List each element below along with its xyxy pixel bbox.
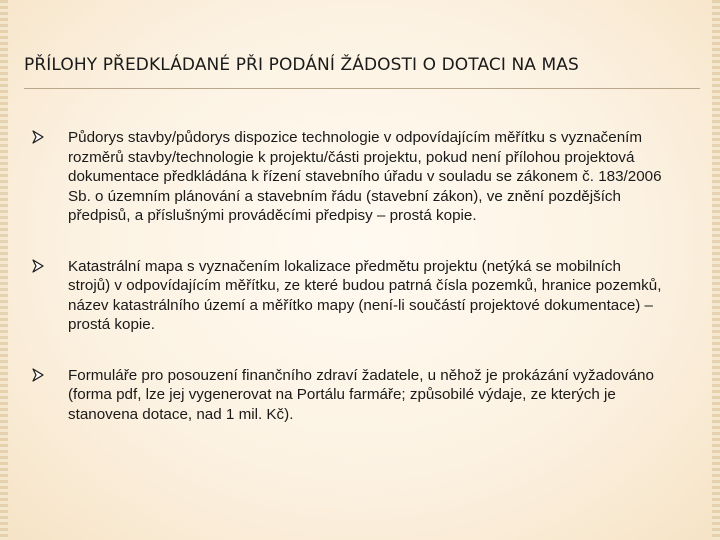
list-item-text: Katastrální mapa s vyznačením lokalizace předmětu projektu (netýká se mobilních strojů) v odpovídajícím měřítku, ze které budou patrná čísla pozemků, hranice pozemků, název katastrálního území a měřítko mapy (není-li součástí projektové dokumentace) – prostá kopie. <box>68 257 662 333</box>
title-divider <box>24 88 700 89</box>
list-item <box>55 257 665 335</box>
list-item <box>55 128 665 226</box>
list-item <box>55 366 665 425</box>
slide-title: PŘÍLOHY PŘEDKLÁDANÉ PŘI PODÁNÍ ŽÁDOSTI O DOTACI NA MAS <box>24 55 579 75</box>
decorative-right-border <box>712 0 720 540</box>
arrow-bullet-icon <box>31 130 45 144</box>
bullet-list <box>55 128 665 424</box>
arrow-bullet-icon <box>31 368 45 382</box>
list-item-text: Půdorys stavby/půdorys dispozice technologie v odpovídajícím měřítku s vyznačením rozměrů stavby/technologie k projektu/části projektu, pokud není přílohou projektová dokumentace předkládána k řízení stavebního úřadu v souladu se zákonem č. 183/2006 Sb. o územním plánování a stavebním řádu (stavební zákon), ve znění pozdějších předpisů, a příslušnými prováděcími předpisy – prostá kopie. <box>68 129 662 224</box>
arrow-bullet-icon <box>31 259 45 273</box>
list-item-text: Formuláře pro posouzení finančního zdraví žadatele, u něhož je prokázání vyžadováno (forma pdf, lze jej vygenerovat na Portálu farmáře; způsobilé výdaje, ze kterých je stanovena dotace, nad 1 mil. Kč). <box>68 366 654 423</box>
decorative-left-border <box>0 0 8 540</box>
